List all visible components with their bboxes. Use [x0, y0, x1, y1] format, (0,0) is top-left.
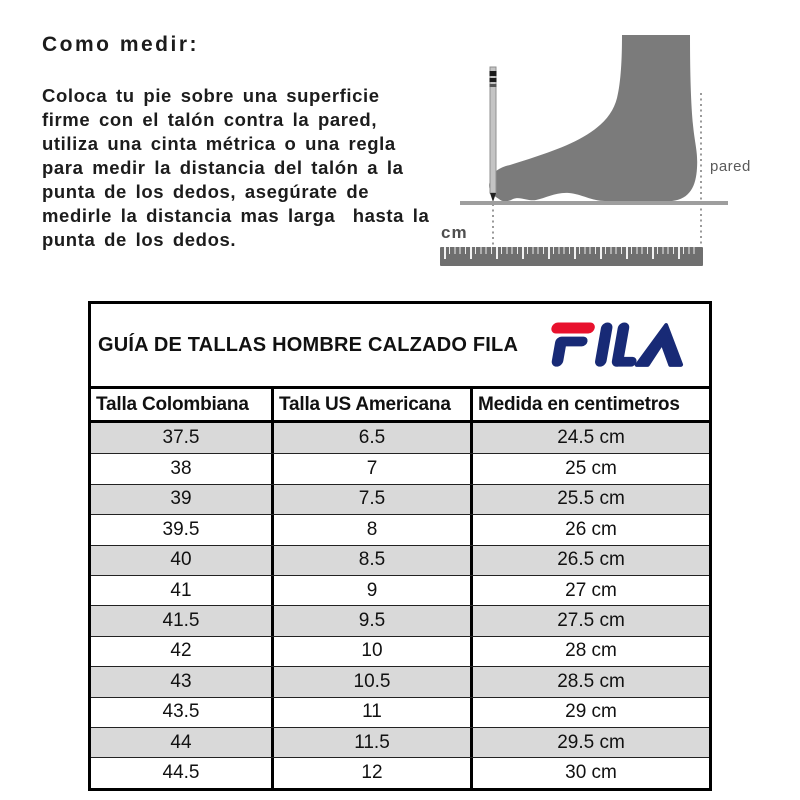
pencil-icon [490, 67, 497, 202]
table-title: GUÍA DE TALLAS HOMBRE CALZADO FILA [98, 333, 519, 356]
table-row: 40 8.5 26.5 cm [91, 545, 709, 575]
header-medida-cm: Medida en centimetros [470, 389, 709, 420]
table-row: 41 9 27 cm [91, 575, 709, 605]
table-row: 43.5 11 29 cm [91, 697, 709, 727]
header-talla-us: Talla US Americana [271, 389, 470, 420]
fila-letter-f [551, 337, 589, 367]
table-row: 38 7 25 cm [91, 453, 709, 483]
fila-logo [543, 320, 695, 370]
cm-unit-label: cm [441, 223, 468, 242]
table-row: 39.5 8 26 cm [91, 514, 709, 544]
foot-illustration [440, 20, 800, 270]
table-row: 43 10.5 28.5 cm [91, 666, 709, 696]
table-row: 44.5 12 30 cm [91, 757, 709, 787]
wall-label: pared [710, 158, 751, 175]
fila-letter-a [637, 325, 688, 365]
table-row: 37.5 6.5 24.5 cm [91, 423, 709, 453]
table-title-row [91, 304, 709, 386]
table-row: 41.5 9.5 27.5 cm [91, 605, 709, 635]
table-row: 39 7.5 25.5 cm [91, 484, 709, 514]
fila-letter-l-foot [612, 357, 638, 367]
fila-f-red-bar [550, 322, 595, 333]
table-body [91, 423, 709, 788]
table-header-row [91, 386, 709, 423]
table-row: 42 10 28 cm [91, 636, 709, 666]
ruler-graphic [440, 247, 703, 266]
how-to-measure-heading: Como medir: [42, 33, 200, 56]
how-to-measure-text: Coloca tu pie sobre una superficie firme con el talón contra la pared, utiliza una cinta métrica o una regla para medir la distancia del talón a la punta de los dedos, asegúrate de medirle la distancia mas larga hasta la punta de los dedos. [42, 85, 439, 250]
fila-letter-i [594, 322, 613, 366]
table-row: 44 11.5 29.5 cm [91, 727, 709, 757]
size-guide-table [88, 301, 712, 791]
foot-silhouette-icon [489, 35, 697, 201]
header-talla-colombiana: Talla Colombiana [96, 393, 249, 415]
foot-measurement-figure [440, 20, 800, 270]
